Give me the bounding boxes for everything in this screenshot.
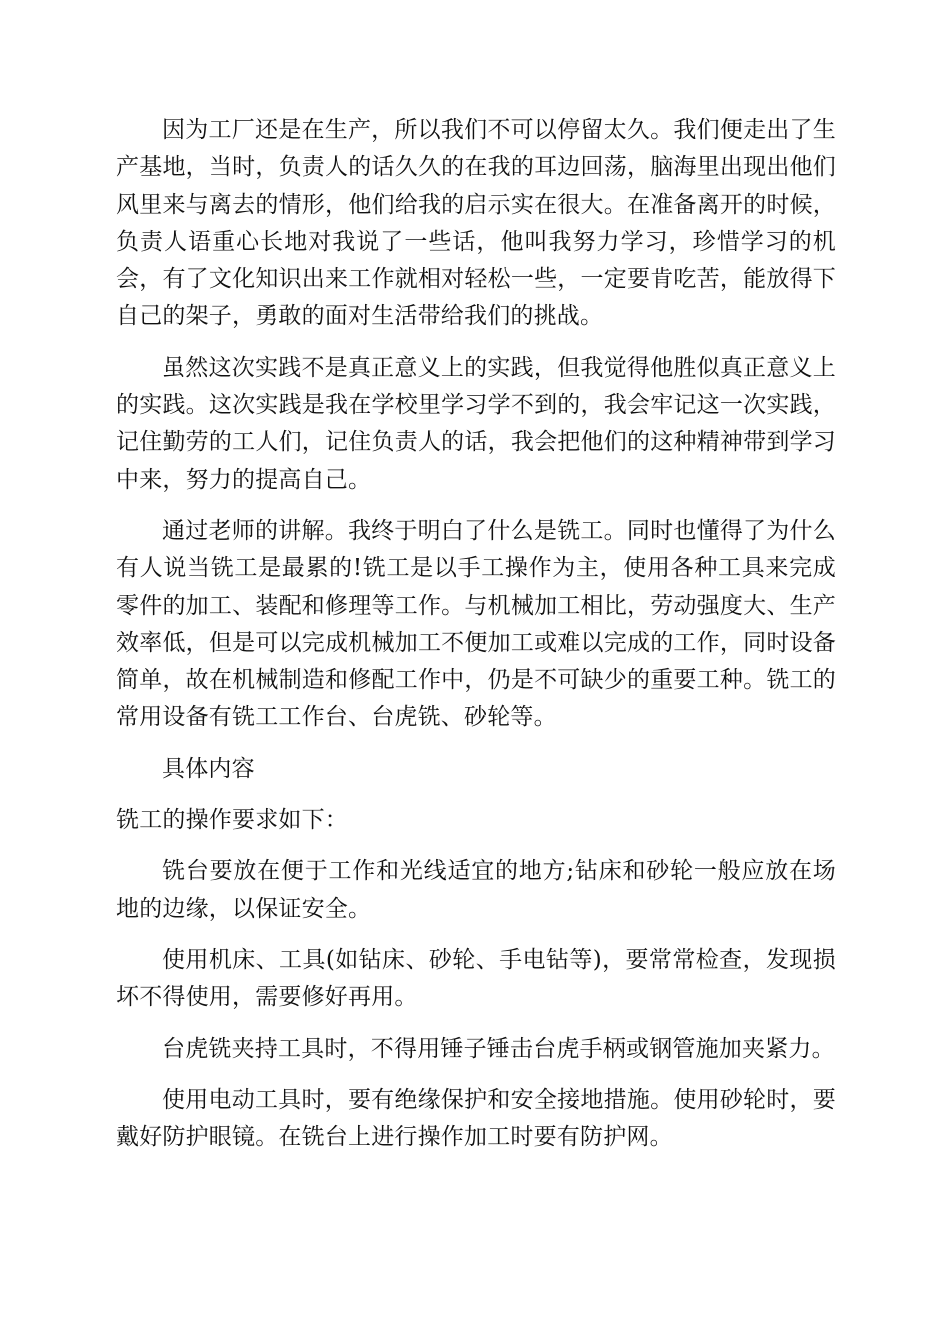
paragraph-practice-reflection: 虽然这次实践不是真正意义上的实践，但我觉得他胜似真正意义上的实践。这次实践是我在学校里学习学不到的，我会牢记这一次实践，记住勤劳的工人们，记住负责人的话，我会把他们的这种精神带到学习中来，努力的提高自己。 [116,354,836,493]
list-item-tool-inspection: 使用机床、工具(如钻床、砂轮、手电钻等)，要常常检查，发现损坏不得使用，需要修好再用。 [116,946,836,1011]
paragraph-milling-explanation: 通过老师的讲解。我终于明白了什么是铣工。同时也懂得了为什么有人说当铣工是最累的!铣工是以手工操作为主，使用各种工具来完成零件的加工、装配和修理等工作。与机械加工相比，劳动强度大、生产效率低，但是可以完成机械加工不便加工或难以完成的工作，同时设备简单，故在机械制造和修配工作中，仍是不可缺少的重要工种。铣工的常用设备有铣工工作台、台虎铣、砂轮等。 [116,517,836,731]
list-item-electric-tool-safety: 使用电动工具时，要有绝缘保护和安全接地措施。使用砂轮时，要戴好防护眼镜。在铣台上进行操作加工时要有防护网。 [116,1086,836,1151]
list-item-vise-clamping: 台虎铣夹持工具时，不得用锤子锤击台虎手柄或钢管施加夹紧力。 [162,1035,835,1062]
paragraph-leaving-factory: 因为工厂还是在生产，所以我们不可以停留太久。我们便走出了生产基地，当时，负责人的话久久的在我的耳边回荡，脑海里出现出他们风里来与离去的情形，他们给我的启示实在很大。在准备离开的时候，负责人语重心长地对我说了一些话，他叫我努力学习，珍惜学习的机会，有了文化知识出来工作就相对轻松一些，一定要肯吃苦，能放得下自己的架子，勇敢的面对生活带给我们的挑战。 [116,117,836,330]
list-item-workbench-placement: 铣台要放在便于工作和光线适宜的地方;钻床和砂轮一般应放在场地的边缘，以保证安全。 [116,858,836,922]
document-body [116,112,836,1170]
paragraph-operation-requirements-intro: 铣工的操作要求如下： [116,807,348,834]
section-heading-specific-content: 具体内容 [162,755,255,782]
